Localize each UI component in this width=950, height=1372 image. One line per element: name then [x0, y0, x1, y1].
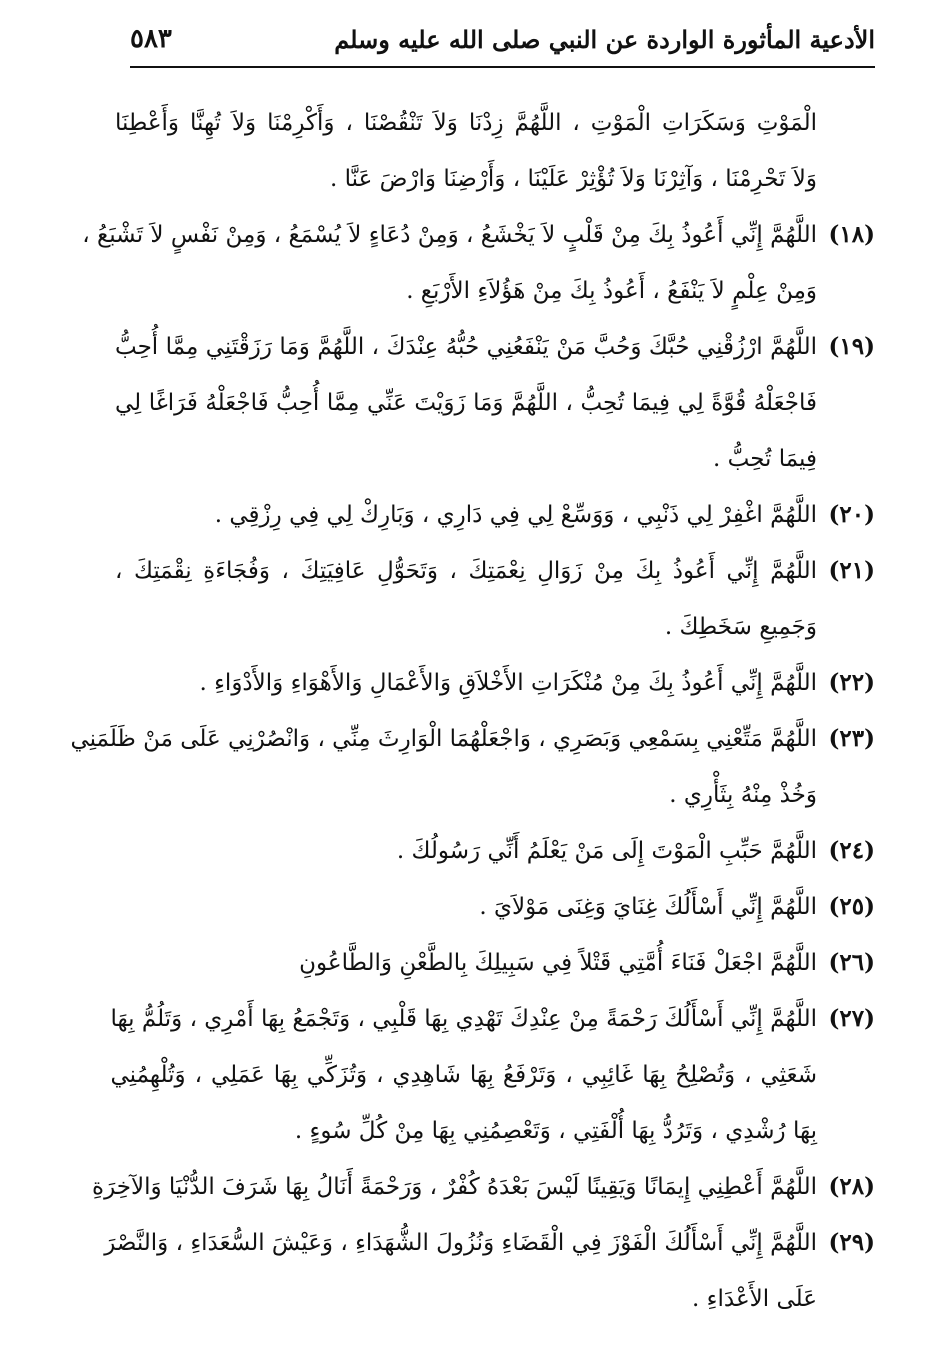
header-rule: [130, 66, 875, 68]
text-line: عَلَى الأَعْدَاءِ .: [692, 1286, 817, 1312]
running-header: [130, 14, 875, 64]
entry-number: (٢٤): [828, 837, 875, 864]
continued-paragraph: [115, 95, 875, 207]
prayer-entry-28: [92, 1159, 875, 1215]
text-line: اللَّهُمَّ إِنِّي أَسْأَلُكَ غِنَايَ وَغِنَى مَوْلاَيَ .: [479, 894, 817, 920]
prayer-entry-20: [115, 487, 875, 543]
entry-number: (٢١): [828, 557, 875, 584]
entry-number: (٢٨): [828, 1173, 875, 1200]
prayer-list: [70, 95, 875, 1327]
prayer-entry-24: [115, 823, 875, 879]
text-line: الْمَوْتِ وَسَكَرَاتِ الْمَوْتِ ، اللَّهُمَّ زِدْنَا وَلاَ تَنْقُصْنَا ، وَأَكْرِمْنَا وَلاَ تُهِنَّا وَأَعْطِنَا: [115, 110, 817, 136]
text-line: اللَّهُمَّ اغْفِرْ لِي ذَنْبِي ، وَوَسِّعْ لِي فِي دَارِي ، وَبَارِكْ لِي فِي رِزْقِي .: [214, 502, 817, 528]
text-line: اللَّهُمَّ حَبِّبِ الْمَوْتَ إِلَى مَنْ يَعْلَمُ أَنِّي رَسُولُكَ .: [396, 838, 817, 864]
entry-number: (٢٠): [828, 501, 875, 528]
prayer-entry-18: [82, 207, 875, 319]
text-line: اللَّهُمَّ أَعْطِنِي إِيمَانًا وَيَقِينًا لَيْسَ بَعْدَهُ كُفْرٌ ، وَرَحْمَةً أَنَالُ بِهَا شَرَفَ الدُّنْيَا وَالآخِرَةِ: [92, 1174, 817, 1200]
text-line: اللَّهُمَّ إِنِّي أَعُوذُ بِكَ مِنْ مُنْكَرَاتِ الأَخْلاَقِ وَالأَعْمَالِ وَالأَهْوَاءِ وَالأَدْوَاءِ .: [199, 670, 817, 696]
prayer-entry-25: [115, 879, 875, 935]
text-line: اللَّهُمَّ إِنِّي أَعُوذُ بِكَ مِنْ زَوَالِ نِعْمَتِكَ ، وَتَحَوُّلِ عَافِيَتِكَ ، وَفُجَاءَةِ نِقْمَتِكَ ،: [115, 558, 817, 584]
entry-number: (٢٣): [828, 725, 875, 752]
text-line: وَجَمِيعِ سَخَطِكَ .: [664, 614, 817, 640]
text-line: اللَّهُمَّ إِنِّي أَسْأَلُكَ الْفَوْزَ فِي الْقَضَاءِ وَنُزُولَ الشُّهَدَاءِ ، وَعَيْشَ السُّعَدَاءِ ، وَالنَّصْرَ: [104, 1230, 817, 1256]
text-line: وَمِنْ عِلْمٍ لاَ يَنْفَعُ ، أَعُوذُ بِكَ مِنْ هَؤُلاَءِ الأَرْبَعِ .: [406, 278, 817, 304]
entry-number: (١٩): [828, 333, 875, 360]
entry-number: (٢٩): [828, 1229, 875, 1256]
page-number: ٥٨٣: [130, 24, 172, 54]
text-line: شَعَثِي ، وَتُصْلِحُ بِهَا غَائِبِي ، وَتَرْفَعُ بِهَا شَاهِدِي ، وَتُزَكِّي بِهَا عَمَلِي ، وَتُلْهِمُنِي: [110, 1062, 817, 1088]
prayer-entry-29: [104, 1215, 875, 1327]
text-line: وَلاَ تَحْرِمْنَا ، وَآثِرْنَا وَلاَ تُؤْثِرْ عَلَيْنَا ، وَأَرْضِنَا وَارْضَ عَنَّا .: [330, 166, 817, 192]
text-line: بِهَا رُشْدِي ، وَتَرُدُّ بِهَا أُلْفَتِي ، وَتَعْصِمُنِي بِهَا مِنْ كُلِّ سُوءٍ .: [294, 1118, 817, 1144]
entry-number: (٢٧): [828, 1005, 875, 1032]
text-line: اللَّهُمَّ مَتِّعْنِي بِسَمْعِي وَبَصَرِي ، وَاجْعَلْهُمَا الْوَارِثَ مِنِّي ، وَانْصُرْنِي عَلَى مَنْ ظَلَمَنِي: [70, 726, 817, 752]
entry-number: (٢٢): [828, 669, 875, 696]
text-line: اللَّهُمَّ ارْزُقْنِي حُبَّكَ وَحُبَّ مَنْ يَنْفَعُنِي حُبُّهُ عِنْدَكَ ، اللَّهُمَّ وَمَا رَزَقْتَنِي مِمَّا أُحِبُّ: [115, 334, 817, 360]
entry-number: (٢٦): [828, 949, 875, 976]
prayer-entry-26: [115, 935, 875, 991]
text-line: فَاجْعَلْهُ قُوَّةً لِي فِيمَا تُحِبُّ ، اللَّهُمَّ وَمَا زَوَيْتَ عَنِّي مِمَّا أُحِبُّ فَاجْعَلْهُ فَرَاغًا لِي: [115, 390, 817, 416]
prayer-entry-22: [115, 655, 875, 711]
prayer-entry-19: [115, 319, 875, 487]
running-title: الأدعية المأثورة الواردة عن النبي صلى الله عليه وسلم: [334, 24, 875, 54]
prayer-entry-23: [70, 711, 875, 823]
text-line: اللَّهُمَّ إِنِّي أَعُوذُ بِكَ مِنْ قَلْبٍ لاَ يَخْشَعُ ، وَمِنْ دُعَاءٍ لاَ يُسْمَعُ ، وَمِنْ نَفْسٍ لاَ تَشْبَعُ ،: [82, 222, 817, 248]
entry-number: (٢٥): [828, 893, 875, 920]
text-line: وَخُذْ مِنْهُ بِثَأْرِي .: [669, 782, 817, 808]
text-line: اللَّهُمَّ إِنِّي أَسْأَلُكَ رَحْمَةً مِنْ عِنْدِكَ تَهْدِي بِهَا قَلْبِي ، وَتَجْمَعُ بِهَا أَمْرِي ، وَتَلُمُّ بِهَا: [110, 1006, 817, 1032]
prayer-entry-27: [110, 991, 875, 1159]
prayer-entry-21: [115, 543, 875, 655]
entry-number: (١٨): [828, 221, 875, 248]
text-line: اللَّهُمَّ اجْعَلْ فَنَاءَ أُمَّتِي قَتْلاً فِي سَبِيلِكَ بِالطَّعْنِ وَالطَّاعُونِ: [299, 950, 817, 976]
text-line: فِيمَا تُحِبُّ .: [712, 446, 817, 472]
